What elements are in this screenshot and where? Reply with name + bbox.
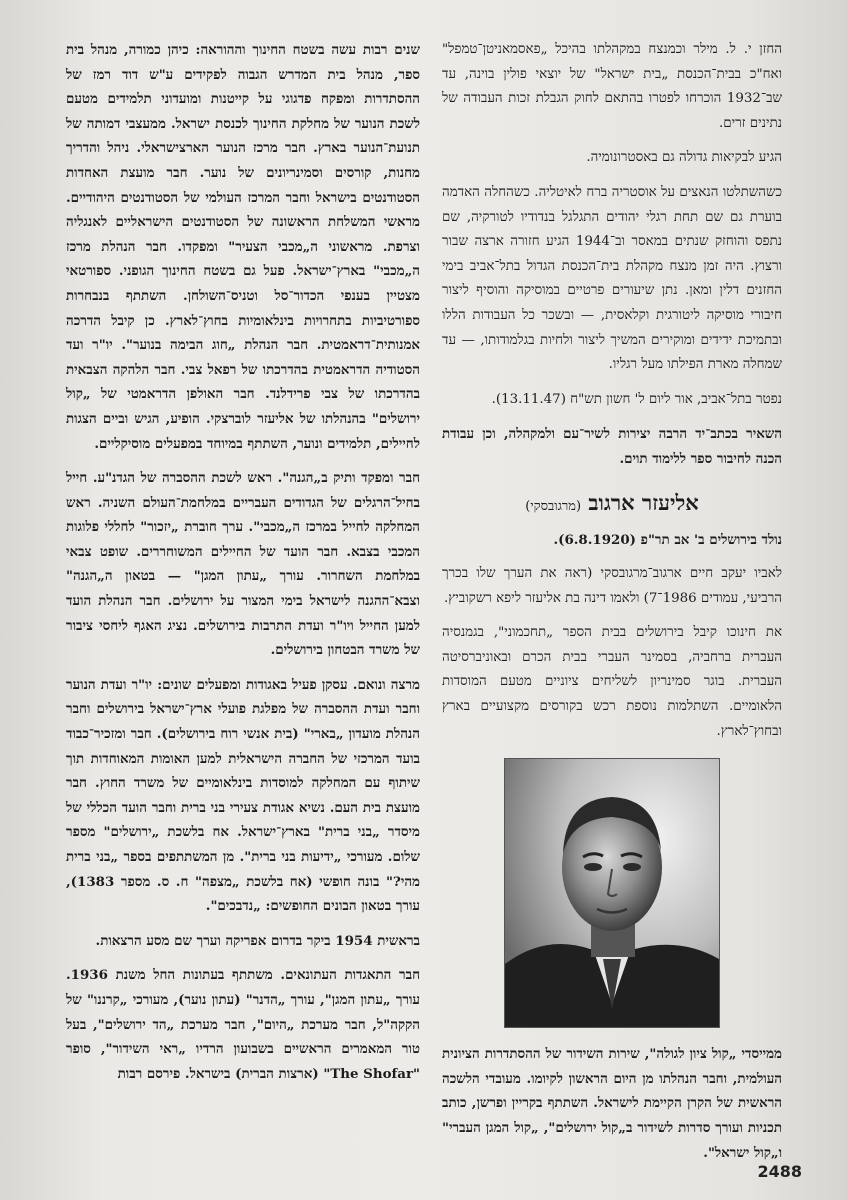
- entry-heading: [442, 488, 782, 522]
- paragraph-education-career: שנים רבות עשה בשטח החינוך וההוראה: כיהן כמורה, מנהל בית ספר, מנהל בית המדרש הגבוה לפקידים ע"ש דוד רמז של ההסתדרות ומפקח פדגוגי על קייטנות ומועדוני תלמידים מטעם לשכת הנוער של מחלקת החינוך לכנסת ישראל. ממעצבי דמותה של תנועת־הנוער בארץ. חבר מרכז הנוער הארצישראלי. ניהל והדריך מחנות, קורסים וסמינריונים של נוער. חבר מועצת האחדות הסטודנטים בישראל וחבר המרכז העולמי של הסטודנטים היהודיים. מראשי המשלחת הראשונה של הסטודנטים הישראליים לאנגליה וצרפת. מראשוני ה„מכבי הצעיר" ומפקדו. חבר הנהלת מרכז ה„מכבי" בארץ־ישראל. פעל גם בשטח החינוך הגופני. ספורטאי מצטיין בענפי הכדור־סל וטניס־השולחן. השתתף בנבחרות ספורטיביות בתחרויות בינלאומיות בחוץ־לארץ. כן קיבל הדרכה אמנותית־דראמטית. חבר הנהלת „חוג הבימה בנוער". יו"ר ועד הסטודיה הדראמטית בהדרכתו של רפאל צבי. חבר הלהקה הצבאית בהדרכתו של צבי פרידלנד. חבר האולפן הדראמטי של „קול ירושלים" בהנהלתו של אליעזר לוברצקי. הופיע, הגיש וביים הצגות לחיילים, תלמידים ונוער, השתתף במיוחד במפעלים מוסיקליים.: [66, 42, 420, 452]
- entry-name-original: (מרגובסקי): [525, 498, 582, 514]
- paragraph-radio: ממייסדי „קול ציון לגולה", שירות השידור של ההסתדרות הציונית העולמית, וחבר הנהלתו מן היום הראשון לקיומו. מעובדי הלשכה הראשית של הקרן הקיימת לישראל. השתתף בקריין ופרשן, כותב תכניות ועורך סדרות לשידור ב„קול ירושלים", „קול המגן העברי" ו„קול ישראל".: [442, 1046, 782, 1161]
- paragraph-astronomy: הגיע לבקיאות גדולה גם באסטרונומיה.: [586, 150, 782, 166]
- entry-name: אליעזר ארגוב: [588, 489, 699, 515]
- portrait-photo: [504, 758, 720, 1028]
- page-number: 2488: [757, 1162, 802, 1181]
- paragraph-military: חבר ומפקד ותיק ב„הגנה". ראש לשכת ההסברה של הגדנ"ע. חייל בחיל־הרגלים של הגדודים העבריים במלחמת־העולם השניה. ראש המחלקה לחייל במרכז ה„מכבי". ערך חוברת „יזכור" לחללי פלוגות המכבי בצבא. חבר הועד של החיילים המשוחררים. שופט צבאי במלחמת השחרור. עורך „עתון המגן" — בטאון ה„הגנה" וצבא־ההגנה לישראל בימי המצור על ירושלים. חבר הנהלת הועד למען החייל ויו"ר ועדת התרבות בירושלים. נציג האגף ליחסי ציבור של משרד הבטחון בירושלים.: [66, 470, 420, 659]
- paragraph-legacy: השאיר בכתב־יד הרבה יצירות לשיר־עם ולמקהלה, וכן עבודת הכנה לחיבור ספר ללימוד תוים.: [442, 426, 782, 467]
- paragraph-born: נולד בירושלים ב' אב תר"פ (6.8.1920).: [553, 531, 782, 548]
- paragraph-south-africa: בראשית 1954 ביקר בדרום אפריקה וערך שם מסע הרצאות.: [95, 932, 420, 949]
- paragraph-public-activity: מרצה ונואם. עסקן פעיל באגודות ומפעלים שונים: יו"ר ועדת הנוער וחבר ועדת ההסברה של מפלגת פועלי ארץ־ישראל בירושלים וחבר הנהלת מועדון „בארי" (בית אנשי רוח בירושלים). חבר ומזכיר־כבוד בועד המרכזי של החברה הישראלית למען האומות המאוחדות תוך שיתוף עם המחלקה למוסדות בינלאומיים של משרד החוץ. חבר מועצת בית העם. נשיא אגודת צעירי בני ברית וחבר הועד הכללי של מיסדר „בני ברית" בארץ־ישראל. אח בלשכת „ירושלים" מספר שלום. מעורכי „ידיעות בני ברית". מן המשתתפים בספר „בני ברית מהי?" בונה חופשי (אח בלשכת „מצפה" ח. ס. מספר 1383), עורך בטאון הבונים החופשים: „נדבכים".: [66, 676, 420, 915]
- paragraph-journalism: חבר התאגדות העתונאים. משתתף בעתונות החל משנת 1936. עורך „עתון המגן", עורך „הדנר" (עתון נוער), מעורכי „קרננו" של הקקה"ל, חבר מערכת „היום", חבר מערכת „הד ירושלים", בעל טור המאמרים הראשיים בשבועון הרדיו „ראי השידור", סופר "The Shofar" (ארצות הברית) בישראל. פירסם רבות: [66, 967, 420, 1082]
- paragraph-intro: החזן י. ל. מילר וכמנצח במקהלתו בהיכל „פאסמאניטן־טמפל" ואח"כ בבית־הכנסת „בית ישראל" של יוצאי פולין בוינה, עד שב־1932 הוכרחו לפטרו בהתאם לחוק הגבלת זכות העבודה של נתינים זרים.: [442, 42, 782, 131]
- paragraph-escape: כשהשתלטו הנאצים על אוסטריה ברח לאיטליה. כשהחלה האדמה בוערת גם שם תחת רגלי יהודים התגלגל בנדודיו לטורקיה, שם נתפס והוחזק שנתים במאסר וב־1944 הגיע חזורה ארצה שבור ורצוץ. היה זמן מנצח מקהלת בית־הכנסת הגדול בתל־אביב בימי החזנים דלין ומאן. נתן שיעורים פרטיים במוסיקה והוסיף ליצור חיבורי מוסיקה ליטורגית וקלאסית, — ובשכר כל העבודות הללו ובתמיכת ידידים ומוקירים המשיך ליצור ולחיות בגלמודותו, — עד שמחלה מארת הפילתו מעל רגליו.: [442, 184, 782, 373]
- right-column: [442, 38, 782, 1175]
- paragraph-death: נפטר בתל־אביב, אור ליום ל' חשון תש"ח (13.11.47).: [491, 391, 782, 407]
- left-column: [66, 38, 420, 1096]
- paragraph-education: את חינוכו קיבל בירושלים בבית הספר „תחכמוני", בגמנסיה העברית ברחביה, בסמינר העברי בבית הכרם ובאוניברסיטה העברית. בוגר סמינריון לשליחים ציוניים מטעם המוסדות הלאומיים. השתלמות נוספת רכש בקורסים מקצועיים בארץ ובחוץ־לארץ.: [442, 625, 782, 739]
- paragraph-parents: לאביו יעקב חיים ארגוב־מרגובסקי (ראה את הערך שלו בכרך הרביעי, עמודים 1986־7) ולאמו דינה בת אליעזר ליפא רשקוביץ.: [442, 566, 782, 606]
